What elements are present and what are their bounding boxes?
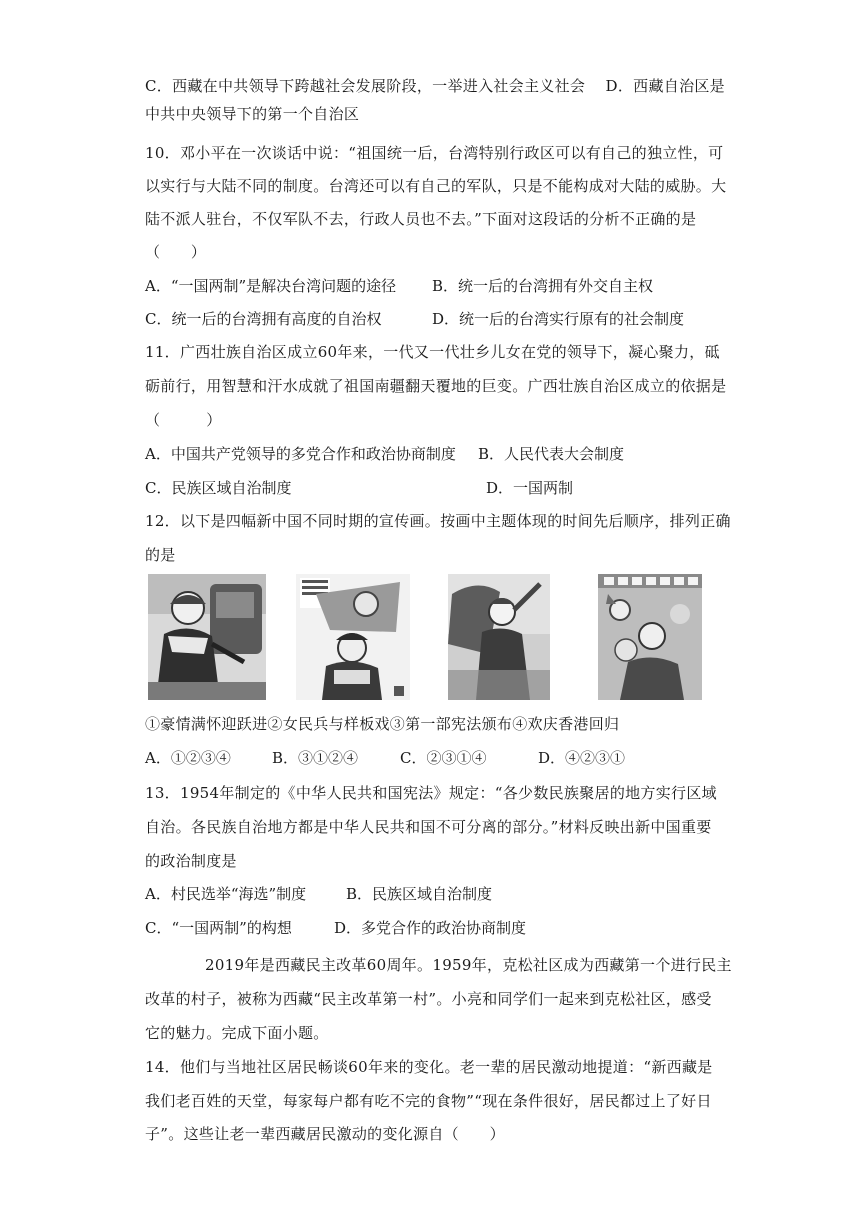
q11-stem-line-1: 11．广西壮族自治区成立60年来，一代又一代壮乡儿女在党的领导下，凝心聚力，砥 — [145, 343, 720, 361]
q10-stem-line-3: 陆不派人驻台，不仅军队不去，行政人员也不去。”下面对这段话的分析不正确的是 — [145, 210, 697, 228]
q12-option-d: D．④②③① — [538, 749, 626, 767]
q13-stem-line-2: 自治。各民族自治地方都是中华人民共和国不可分离的部分。”材料反映出新中国重要 — [145, 818, 712, 836]
q12-stem-line-2: 的是 — [145, 546, 176, 564]
q10-option-a: A．“一国两制”是解决台湾问题的途径 — [145, 277, 397, 295]
passage-line-2: 改革的村子，被称为西藏“民主改革第一村”。小亮和同学们一起来到克松社区，感受 — [145, 990, 712, 1008]
q12-option-a: A．①②③④ — [145, 749, 231, 767]
q13-option-a: A．村民选举“海选”制度 — [145, 885, 307, 903]
q12-poster-captions: ①豪情满怀迎跃进②女民兵与样板戏③第一部宪法颁布④欢庆香港回归 — [145, 715, 620, 733]
passage-line-1: 2019年是西藏民主改革60周年。1959年，克松社区成为西藏第一个进行民主 — [205, 956, 732, 974]
q9-option-d-cont: 中共中央领导下的第一个自治区 — [145, 105, 360, 123]
poster-1-image — [148, 574, 266, 700]
poster-4-image — [598, 574, 702, 700]
q11-option-b: B．人民代表大会制度 — [478, 445, 625, 463]
q12-option-c: C．②③①④ — [400, 749, 487, 767]
q11-option-d: D．一国两制 — [486, 479, 574, 497]
q11-option-a: A．中国共产党领导的多党合作和政治协商制度 — [145, 445, 456, 463]
q10-option-b: B．统一后的台湾拥有外交自主权 — [432, 277, 654, 295]
q10-option-c: C．统一后的台湾拥有高度的自治权 — [145, 310, 382, 328]
q12-option-b: B．③①②④ — [272, 749, 359, 767]
passage-line-3: 它的魅力。完成下面小题。 — [145, 1024, 329, 1042]
q13-option-b: B．民族区域自治制度 — [346, 885, 493, 903]
poster-2-image — [296, 574, 410, 700]
q12-stem-line-1: 12．以下是四幅新中国不同时期的宣传画。按画中主题体现的时间先后顺序，排列正确 — [145, 512, 731, 530]
q13-option-c: C．“一国两制”的构想 — [145, 919, 292, 937]
q10-answer-bracket: （ ） — [145, 243, 207, 261]
q14-stem-line-1: 14．他们与当地社区居民畅谈60年来的变化。老一辈的居民激动地提道：“新西藏是 — [145, 1058, 713, 1076]
q11-answer-bracket: （ ） — [145, 411, 222, 429]
poster-row — [0, 574, 860, 700]
q13-option-d: D．多党合作的政治协商制度 — [334, 919, 527, 937]
q13-stem-line-1: 13．1954年制定的《中华人民共和国宪法》规定：“各少数民族聚居的地方实行区域 — [145, 784, 717, 802]
q14-stem-line-3: 子”。这些让老一辈西藏居民激动的变化源自（ ） — [145, 1125, 505, 1143]
poster-3-image — [448, 574, 550, 700]
q13-stem-line-3: 的政治制度是 — [145, 852, 237, 870]
q14-stem-line-2: 我们老百姓的天堂，每家每户都有吃不完的食物”“现在条件很好，居民都过上了好日 — [145, 1092, 712, 1110]
q10-stem-line-2: 以实行与大陆不同的制度。台湾还可以有自己的军队，只是不能构成对大陆的威胁。大 — [145, 177, 727, 195]
q11-option-c: C．民族区域自治制度 — [145, 479, 292, 497]
q10-option-d: D．统一后的台湾实行原有的社会制度 — [432, 310, 685, 328]
q9-option-c-line: C．西藏在中共领导下跨越社会发展阶段，一举进入社会主义社会 D．西藏自治区是 — [145, 77, 725, 95]
q11-stem-line-2: 砺前行，用智慧和汗水成就了祖国南疆翻天覆地的巨变。广西壮族自治区成立的依据是 — [145, 377, 727, 395]
q10-stem-line-1: 10．邓小平在一次谈话中说：“祖国统一后，台湾特别行政区可以有自己的独立性，可 — [145, 144, 724, 162]
